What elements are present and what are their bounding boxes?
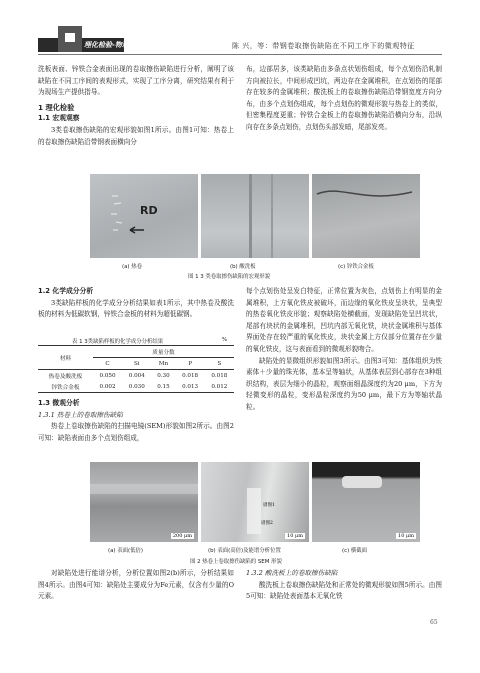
scalebar-c: 10 μm [398, 533, 414, 539]
figure1-hot-coil-image [90, 174, 198, 258]
section-heading-1-1: 1.1 宏观观察 [38, 114, 80, 123]
table1-col-header: Si [133, 360, 140, 367]
table1-cell: 0.30 [157, 372, 170, 379]
table1-unit: % [222, 337, 228, 343]
left-column-middle [38, 286, 234, 321]
section-heading-1-3-1: 1.3.1 热卷上的卷取擦伤缺陷 [38, 410, 123, 419]
eds-paragraph: 对缺陷处进行能谱分析，分析位置如图2(b)所示，分析结果如图4所示。由图4可知：缺陷处主要成分为Fe元素，仅含有少量的O元素。 [38, 569, 234, 601]
left-column-micro [38, 398, 234, 444]
journal-tag: 理化检验-物理分册 [84, 41, 143, 49]
table1-cell: 0.030 [128, 383, 145, 390]
table1-col-header: P [188, 360, 192, 367]
scalebar-a: 200 μm [172, 533, 192, 539]
table1-cell: 锌铁合金板 [51, 384, 80, 391]
header-rule [38, 54, 442, 55]
table1-cell: 0.018 [211, 372, 228, 379]
figure1a-label: (a) 热卷 [122, 264, 143, 270]
figure2-surface-low-image [90, 462, 198, 542]
table1-cell: 0.004 [128, 372, 145, 379]
section-heading-1-3-2: 1.3.2 酸洗板上的卷取擦伤缺陷 [246, 569, 338, 577]
table1-header-mass: 质量分数 [93, 346, 234, 358]
microstructure-paragraph: 缺陷处的显微组织形貌如图3所示。由图3可知：基体组织为铁素体＋少量的珠光体，基本呈等轴状，从基体表层到心部存在3种组织结构，表层为细小的晶粒，观察面细晶深度约为20 μm，下方为轻微变形的晶粒，变形晶粒深度约为50 μm，最下方为等轴状晶粒。 [246, 356, 442, 411]
macro-paragraph: 3类卷取擦伤缺陷的宏观形貌如图1所示。由图1可知：热卷上的卷取擦伤缺陷沿带钢表面横向分 [38, 125, 234, 146]
journal-logo-icon [58, 26, 82, 52]
left-column-top [38, 64, 234, 148]
figure2b-label: (b) 表面(高倍)及能谱分析位置 [208, 548, 281, 554]
figure2c-label: (c) 横截面 [342, 548, 368, 554]
rd-annotation: RD [140, 204, 158, 217]
section-heading-1-2: 1.2 化学成分分析 [38, 287, 94, 295]
sem-paragraph: 热卷上卷取擦伤缺陷的扫描电镜(SEM)形貌如图2所示。由图2可知：缺陷表面由多个点划伤组成， [38, 422, 234, 442]
figure1-caption: 图 1 3 类卷取擦伤缺陷的宏观形貌 [188, 274, 271, 280]
table1-col-header: S [217, 360, 222, 367]
right-column-bottom [246, 568, 442, 603]
spectrum1-label: 谱图1 [263, 503, 275, 508]
intro-paragraph: 洗板表面、锌铁合金表面出现的卷取擦伤缺陷进行分析，阐明了该缺陷在不同工序间的表观形式，实现了工序分离，研究结果有利于为现场生产提供指导。 [38, 65, 234, 97]
table1-cell: 0.15 [157, 383, 170, 390]
running-title: 陈 兴，等：带钢卷取擦伤缺陷在不同工序下的微观特征 [232, 42, 415, 50]
pickled-paragraph: 酸洗板上卷取擦伤缺陷处和正常处的微观形貌如图5所示。由图5可知：缺陷处表面基本无氧化铁 [246, 580, 442, 601]
scalebar-b: 10 μm [287, 533, 303, 539]
figure1-galvanneal-image [312, 174, 420, 258]
right-column-top [246, 64, 442, 134]
left-column-bottom [38, 568, 234, 603]
figure1c-label: (c) 锌铁合金板 [338, 264, 374, 270]
right-column-middle [246, 286, 442, 414]
figure1b-label: (b) 酸洗板 [230, 264, 256, 270]
figure1-pickled-image [201, 174, 309, 258]
table1-cell: 0.002 [99, 383, 116, 390]
figure2a-label: (a) 表面(低倍) [108, 548, 143, 554]
spectrum2-label: 谱图2 [261, 521, 273, 526]
table1-cell: 热卷及酸洗板 [48, 373, 83, 380]
table1-cell: 0.013 [182, 383, 199, 390]
table1 [38, 345, 234, 393]
figure2-cross-section-image [312, 462, 420, 542]
table-row [38, 381, 234, 393]
page-number: 65 [430, 619, 438, 626]
table1-col-header: C [105, 360, 110, 367]
figure2-surface-high-image [201, 462, 309, 542]
table1-title: 表 1 3类缺陷样板的化学成分分析结果 [72, 339, 164, 345]
macro-continued-paragraph: 布，边部居多，该类缺陷由多条点状划伤组成，每个点划伤沿轧制方向被拉长，中间形成凹坑，两边存在金属堆积，在点划伤的尾部存在较多的金属堆积；酸洗板上的卷取擦伤缺陷沿带钢宽度方向分布，由多个点划伤组成，每个点划伤的微观形貌与热卷上的类似，但密集程度更重；锌铁合金板上的卷取擦伤缺陷沿横向分布，沿纵向存在多条点划伤，点划伤头部发暗，尾部发亮。 [246, 65, 442, 131]
table1-cell: 0.050 [99, 372, 116, 379]
section-heading-1: 1 理化检验 [38, 102, 75, 112]
table1-cell: 0.018 [182, 372, 199, 379]
table1-cell: 0.012 [211, 383, 228, 390]
sem-continued-paragraph: 每个点划伤处呈发白特征，正常位置为灰色，点划伤上有明显的金属堆积，上方氧化铁皮被破坏，而边缘的氧化铁皮呈块状，呈典型的热卷氧化铁皮形貌；观察缺陷处横截面，发现缺陷处呈凹坑状，尾部有块状的金属堆积，凹坑内部无氧化铁，块状金属堆积与基体界面处存在较严重的氧化铁皮，块状金属上方仅部分位置存在少量的氧化铁皮，这与表面看到的微观形貌吻合。 [246, 287, 442, 353]
table1-col-header: Mn [158, 360, 169, 367]
table-row [38, 370, 234, 382]
table1-header-material: 材料 [38, 346, 93, 370]
section-heading-1-3: 1.3 微观分析 [38, 399, 80, 407]
figure2-caption: 图 2 热卷上卷取擦伤缺陷的 SEM 形貌 [190, 559, 282, 565]
chem-paragraph: 3类缺陷样板的化学成分分析结果如表1所示，其中热卷及酸洗板的材料为低碳软钢，锌铁合金板的材料为超低碳钢。 [38, 298, 234, 319]
